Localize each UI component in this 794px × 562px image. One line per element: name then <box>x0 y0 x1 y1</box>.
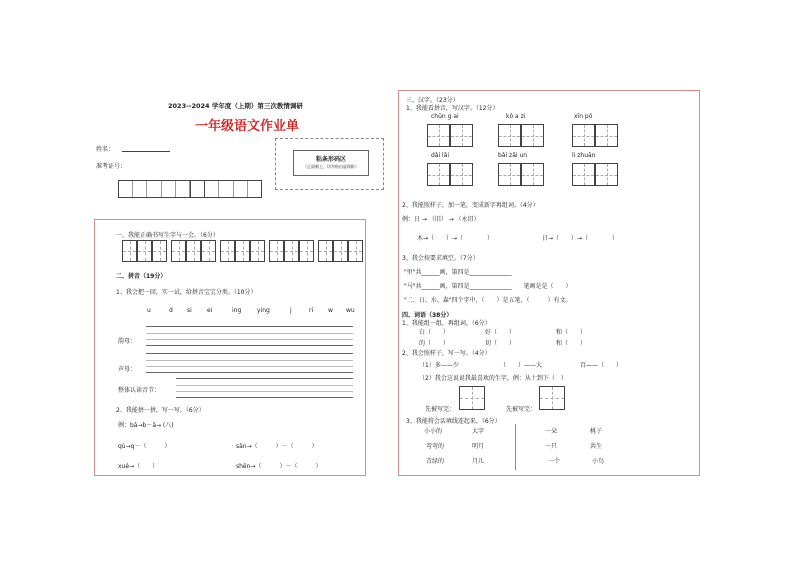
pinyin-item-2[interactable]: sān→（ ）－（ ） <box>236 443 318 450</box>
q4-2a-item-1[interactable]: （ ）——大 <box>500 362 543 369</box>
divider-line <box>515 424 516 470</box>
fill-line-2[interactable]: "马"共______画，第四是______________ 笔画是是（ ） <box>404 283 572 290</box>
q3-3-heading: 3、我会按要求填空。（7分） <box>402 255 479 262</box>
col-c-2[interactable]: 一只 <box>545 443 558 450</box>
name-field[interactable] <box>122 144 170 152</box>
pinyin-1-2: kǒ a zi <box>506 113 526 120</box>
col-a-3[interactable]: 青绿的 <box>426 458 445 465</box>
pair-1[interactable]: 白（ ） <box>419 329 450 336</box>
fill-line-3[interactable]: "二、日、水、森"四个字中，（ ）是五笔，（ ）有文。 <box>404 297 572 304</box>
q3-2-heading: 2、我能照样子，加一笔，变成新字再组词。（4分） <box>402 202 539 209</box>
name-label: 姓名： <box>96 146 115 153</box>
syllable-w: w <box>328 307 333 314</box>
label-initials: 声母： <box>118 366 137 373</box>
pinyin-example: 例：bā→b－ā→ (八) <box>118 422 174 429</box>
order-grid-1[interactable] <box>459 386 485 410</box>
syllable-u: u <box>147 307 151 314</box>
order-label-2: 先被写完： <box>506 406 537 413</box>
q2-heading: 二、拼音（19分） <box>116 273 167 280</box>
barcode-area <box>275 138 384 190</box>
syllable-d: d <box>169 307 173 314</box>
pinyin-item-1[interactable]: qù→q－（ ） <box>118 443 171 450</box>
syllable-ri: ri <box>309 307 314 314</box>
col-d-3[interactable]: 小鸟 <box>592 458 605 465</box>
q1-heading: 一、我能正确书写生字与一会。（6分） <box>116 232 219 239</box>
order-label-1: 先被写完： <box>425 406 456 413</box>
q4-3-heading: 3、我能将会话填线连起来。（6分） <box>406 418 501 425</box>
col-b-2[interactable]: 明月 <box>472 443 485 450</box>
col-c-1[interactable]: 一朵 <box>545 428 558 435</box>
syllable-wu: wu <box>346 307 355 314</box>
pinyin-item-3[interactable]: xué→（ ） <box>118 463 159 470</box>
syllable-ing: ing <box>232 307 242 314</box>
syllable-j: j <box>290 307 292 314</box>
barcode-note: （正面朝上，切勿贴出虚线框） <box>303 164 359 169</box>
q3-heading: 三、汉字。（23分） <box>406 97 459 104</box>
q3-2-item-2[interactable]: 日→（ ）→（ ） <box>542 235 619 242</box>
exam-id-boxes[interactable] <box>118 180 262 198</box>
q4-heading: 四、词语（38分） <box>402 312 453 319</box>
syllable-ying: ying <box>257 307 270 314</box>
pinyin-1-3: xīn pǒ <box>574 113 593 120</box>
pinyin-2-3: li zhuān <box>572 152 596 159</box>
pinyin-item-4[interactable]: shēn→（ ）－（ ） <box>236 463 322 470</box>
label-whole-syllables: 整体认读音节： <box>118 387 161 394</box>
q4-1-heading: 1、我能组一组，再组词。（6分） <box>402 320 491 327</box>
pair-3[interactable]: 和（ ） <box>556 329 587 336</box>
page-title: 一年级语文作业单 <box>195 119 300 134</box>
syllable-si: si <box>187 307 192 314</box>
col-a-2[interactable]: 弯弯的 <box>426 443 445 450</box>
pinyin-1-1: chūn g ai <box>431 113 459 120</box>
q4-2-heading: 2、我会照样子，写一写。（4分） <box>402 350 491 357</box>
q3-1-heading: 1、我能看拼音，写汉字。（12分） <box>406 105 499 112</box>
q2-1-heading: 1、我会把一回，实一试，给拼音宝宝分类。（10分） <box>116 289 257 296</box>
syllable-ei: ei <box>207 307 213 314</box>
label-finals: 韵母： <box>118 338 137 345</box>
fill-line-1[interactable]: "里"共______画，第四是______________ <box>404 269 512 276</box>
q3-2-item-1[interactable]: 木→（ ）→（ ） <box>417 235 494 242</box>
order-grid-2[interactable] <box>539 386 565 410</box>
q2-2-heading: 2、我能拼一拼，写一写。（6分） <box>116 407 205 414</box>
q4-2a-item-2[interactable]: 百——（ ） <box>580 362 623 369</box>
pinyin-2-1: dǎi lǎi <box>431 152 450 159</box>
col-d-1[interactable]: 桃子 <box>590 428 603 435</box>
year-title: 2023--2024 学年度（上期）第三次教情调研 <box>168 102 303 110</box>
pair-2[interactable]: 好（ ） <box>485 329 516 336</box>
pair-6[interactable]: 和（ ） <box>556 340 587 347</box>
barcode-label: 粘条形码区 <box>315 156 346 163</box>
whole-syllables-writing-line[interactable] <box>176 378 353 398</box>
pair-5[interactable]: 切（ ） <box>485 340 516 347</box>
pinyin-2-2: bǎi zǎi un <box>498 152 528 159</box>
col-b-1[interactable]: 大字 <box>472 428 485 435</box>
pair-4[interactable]: 的（ ） <box>419 340 450 347</box>
col-b-3[interactable]: 月儿 <box>472 458 485 465</box>
q4-2a-example: （1）多——少 <box>419 362 459 369</box>
q4-2b-text: （2）我会这说说我最喜欢的生字，例：从十到下（ ） <box>419 375 567 382</box>
q3-2-example: 例：日 → （旧） → （永旧） <box>402 216 480 223</box>
col-c-3[interactable]: 一个 <box>548 458 561 465</box>
col-d-2[interactable]: 共生 <box>590 443 603 450</box>
exam-id-label: 准考证号： <box>96 163 127 170</box>
initials-writing-line[interactable] <box>146 353 353 373</box>
col-a-1[interactable]: 小小的 <box>424 428 443 435</box>
finals-writing-line[interactable] <box>146 326 353 346</box>
